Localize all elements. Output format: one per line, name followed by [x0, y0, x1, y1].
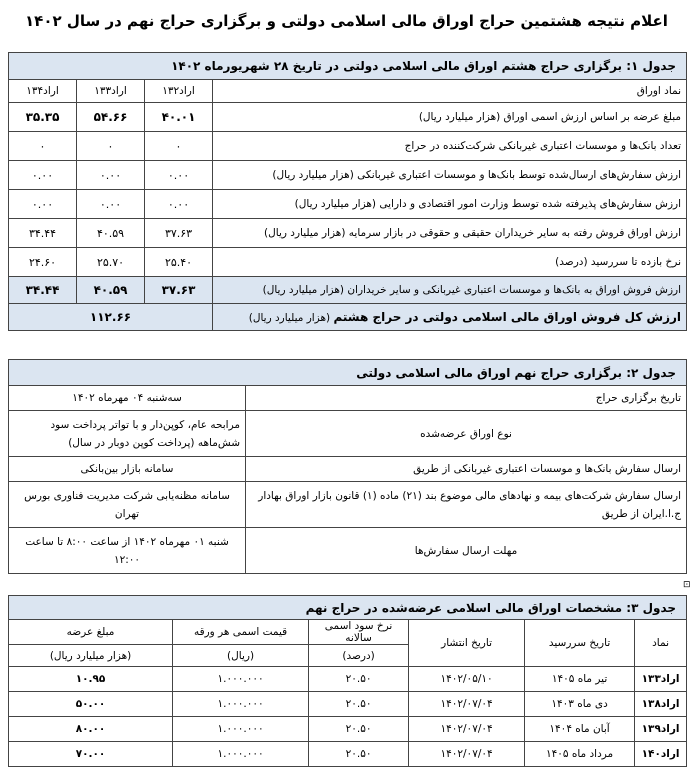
cell-rate: ۲۰.۵۰ [309, 742, 409, 767]
cell-value: ۳۷.۶۳ [145, 219, 213, 248]
cell-issue: ۱۴۰۲/۰۷/۰۴ [409, 692, 525, 717]
page-title: اعلام نتیجه هشتمین حراج اوراق مالی اسلامی دولتی و برگزاری حراج نهم در سال ۱۴۰۲ [25, 12, 668, 30]
cell-amount: ۱۰.۹۵ [9, 667, 173, 692]
cell-value: ۳۴.۴۴ [9, 219, 77, 248]
header-issue-date: تاریخ انتشار [409, 620, 525, 667]
row-label: ارسال سفارش بانک‌ها و موسسات اعتباری غیربانکی از طریق [246, 457, 687, 482]
table-row [9, 190, 687, 219]
cell-value: ۴۰.۰۱ [145, 103, 213, 132]
total-value: ۱۱۲.۶۶ [9, 304, 213, 331]
cell-issue: ۱۴۰۲/۰۵/۱۰ [409, 667, 525, 692]
table-row [9, 386, 687, 411]
table3-heading: جدول ۳: مشخصات اوراق مالی اسلامی عرضه‌شده در حراج نهم [9, 596, 687, 620]
cell-value: ۴۰.۵۹ [77, 219, 145, 248]
cell-rate: ۲۰.۵۰ [309, 717, 409, 742]
cell-value: ۲۵.۷۰ [77, 248, 145, 277]
cell-issue: ۱۴۰۲/۰۷/۰۴ [409, 742, 525, 767]
table-row [9, 528, 687, 574]
row-label: تعداد بانک‌ها و موسسات اعتباری غیربانکی شرکت‌کننده در حراج [213, 132, 687, 161]
cell-value: ۰.۰۰ [9, 190, 77, 219]
cell-price: ۱.۰۰۰.۰۰۰ [173, 667, 309, 692]
cell-value: ۲۴.۶۰ [9, 248, 77, 277]
row-label: ارسال سفارش شرکت‌های بیمه و نهادهای مالی موضوع بند (۲۱) ماده (۱) قانون بازار اوراق بهادار ج.ا.ایران از طریق [246, 482, 687, 528]
table1-col-header: اراد۱۳۴ [9, 80, 77, 103]
table-row [9, 103, 687, 132]
row-value: سه‌شنبه ۰۴ مهرماه ۱۴۰۲ [9, 386, 246, 411]
table-row [9, 482, 687, 528]
header-price-unit: (ریال) [173, 645, 309, 667]
cell-value: ۵۴.۶۶ [77, 103, 145, 132]
header-rate: نرخ سود اسمی سالانه [309, 620, 409, 645]
row-value: سامانه بازار بین‌بانکی [9, 457, 246, 482]
cell-maturity: مرداد ماه ۱۴۰۵ [525, 742, 635, 767]
table-row [9, 692, 687, 717]
row-label: مهلت ارسال سفارش‌ها [246, 528, 687, 574]
table-row [9, 132, 687, 161]
header-amount-unit: (هزار میلیارد ریال) [9, 645, 173, 667]
auction-9-securities-table [8, 595, 687, 767]
header-rate-unit: (درصد) [309, 645, 409, 667]
cell-symbol: اراد۱۴۰ [635, 742, 687, 767]
cell-value: ۳۴.۴۴ [9, 277, 77, 304]
cell-value: ۳۵.۳۵ [9, 103, 77, 132]
row-label: ارزش سفارش‌های پذیرفته شده توسط وزارت امور اقتصادی و دارایی (هزار میلیارد ریال) [213, 190, 687, 219]
cell-value: ۰.۰۰ [77, 190, 145, 219]
auction-9-details-table [8, 359, 687, 574]
cell-maturity: تیر ماه ۱۴۰۵ [525, 667, 635, 692]
table1-col-header: اراد۱۳۳ [77, 80, 145, 103]
cell-symbol: اراد۱۳۹ [635, 717, 687, 742]
cell-value: ۳۷.۶۳ [145, 277, 213, 304]
table-row [9, 411, 687, 457]
table-row [9, 219, 687, 248]
table-row [9, 248, 687, 277]
cell-maturity: دی ماه ۱۴۰۳ [525, 692, 635, 717]
table-row [9, 161, 687, 190]
table1-col-label: نماد اوراق [213, 80, 687, 103]
header-symbol: نماد [635, 620, 687, 667]
table-row [9, 667, 687, 692]
cell-value: ۰.۰۰ [145, 190, 213, 219]
cell-value: ۰.۰۰ [145, 161, 213, 190]
table-row [9, 277, 687, 304]
cell-rate: ۲۰.۵۰ [309, 667, 409, 692]
row-label: تاریخ برگزاری حراج [246, 386, 687, 411]
table1-col-header: اراد۱۳۲ [145, 80, 213, 103]
cell-value: ۰ [9, 132, 77, 161]
row-value: شنبه ۰۱ مهرماه ۱۴۰۲ از ساعت ۸:۰۰ تا ساعت ۱۲:۰۰ [9, 528, 246, 574]
cell-price: ۱.۰۰۰.۰۰۰ [173, 742, 309, 767]
table2-heading: جدول ۲: برگزاری حراج نهم اوراق مالی اسلامی دولتی [9, 360, 687, 386]
row-label: ارزش فروش اوراق به بانک‌ها و موسسات اعتباری غیربانکی و سایر خریداران (هزار میلیارد ریال) [213, 277, 687, 304]
cell-value: ۰.۰۰ [77, 161, 145, 190]
cell-value: ۰ [145, 132, 213, 161]
header-price: قیمت اسمی هر ورقه [173, 620, 309, 645]
row-value: مرابحه عام، کوپن‌دار و با تواتر پرداخت سود شش‌ماهه (پرداخت کوپن دوبار در سال) [9, 411, 246, 457]
cell-value: ۰ [77, 132, 145, 161]
cell-value: ۰.۰۰ [9, 161, 77, 190]
total-row [9, 304, 687, 331]
table-row [9, 717, 687, 742]
table-move-handle-icon[interactable]: ⊡ [683, 580, 691, 590]
row-label: مبلغ عرضه بر اساس ارزش اسمی اوراق (هزار میلیارد ریال) [213, 103, 687, 132]
row-value: سامانه مظنه‌یابی شرکت مدیریت فناوری بورس تهران [9, 482, 246, 528]
cell-price: ۱.۰۰۰.۰۰۰ [173, 692, 309, 717]
table1-heading: جدول ۱: برگزاری حراج هشتم اوراق مالی اسلامی دولتی در تاریخ ۲۸ شهریورماه ۱۴۰۲ [9, 53, 687, 80]
table-row [9, 457, 687, 482]
cell-rate: ۲۰.۵۰ [309, 692, 409, 717]
cell-symbol: اراد۱۳۳ [635, 667, 687, 692]
cell-amount: ۷۰.۰۰ [9, 742, 173, 767]
row-label: نوع اوراق عرضه‌شده [246, 411, 687, 457]
row-label: ارزش سفارش‌های ارسال‌شده توسط بانک‌ها و موسسات اعتباری غیربانکی (هزار میلیارد ریال) [213, 161, 687, 190]
cell-amount: ۸۰.۰۰ [9, 717, 173, 742]
total-label-bold: ارزش کل فروش اوراق مالی اسلامی دولتی در حراج هشتم [333, 310, 682, 324]
cell-value: ۴۰.۵۹ [77, 277, 145, 304]
header-amount: مبلغ عرضه [9, 620, 173, 645]
cell-value: ۲۵.۴۰ [145, 248, 213, 277]
cell-symbol: اراد۱۳۸ [635, 692, 687, 717]
row-label: نرخ بازده تا سررسید (درصد) [213, 248, 687, 277]
cell-maturity: آبان ماه ۱۴۰۴ [525, 717, 635, 742]
cell-issue: ۱۴۰۲/۰۷/۰۴ [409, 717, 525, 742]
total-label [213, 304, 687, 331]
cell-price: ۱.۰۰۰.۰۰۰ [173, 717, 309, 742]
header-maturity: تاریخ سررسید [525, 620, 635, 667]
cell-amount: ۵۰.۰۰ [9, 692, 173, 717]
table-row [9, 742, 687, 767]
total-label-unit: (هزار میلیارد ریال) [248, 312, 331, 324]
auction-8-results-table [8, 52, 687, 331]
row-label: ارزش اوراق فروش رفته به سایر خریداران حقیقی و حقوقی در بازار سرمایه (هزار میلیارد ریال) [213, 219, 687, 248]
